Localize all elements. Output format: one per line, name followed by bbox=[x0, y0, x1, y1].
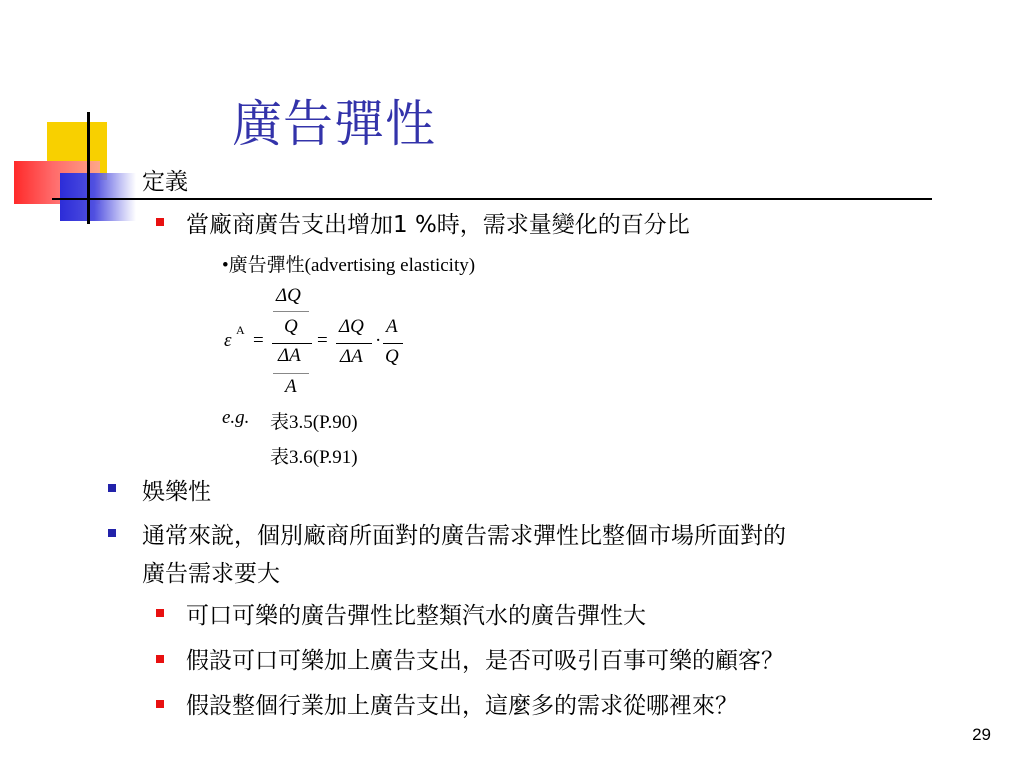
slide-title: 廣告彈性 bbox=[232, 95, 436, 153]
formula-bar-right-2 bbox=[383, 343, 403, 344]
bullet-red bbox=[156, 609, 164, 617]
bullet-red bbox=[156, 700, 164, 708]
bullet-blue bbox=[108, 529, 116, 537]
formula-small-bar-bottom bbox=[273, 373, 309, 374]
formula-dQ-top: ΔQ bbox=[276, 285, 301, 306]
formula-dA-bottom: ΔA bbox=[278, 345, 301, 366]
example-2: 表3.6(P.91) bbox=[270, 447, 358, 468]
sub-bullet-1: 可口可樂的廣告彈性比整類汽水的廣告彈性大 bbox=[186, 603, 646, 629]
definition-heading: 定義 bbox=[142, 169, 188, 195]
sub-bullet-2: 假設可口可樂加上廣告支出，是否可吸引百事可樂的顧客？ bbox=[186, 648, 784, 674]
formula-epsilon: ε bbox=[224, 330, 232, 351]
definition-item: 當廠商廣告支出增加1 %時，需求量變化的百分比 bbox=[186, 212, 690, 238]
formula-dQ-right: ΔQ bbox=[339, 316, 364, 337]
formula-bar-right-1 bbox=[336, 343, 372, 344]
formula-small-bar-top bbox=[273, 311, 309, 312]
formula-main-bar bbox=[272, 343, 312, 344]
formula-dot: · bbox=[375, 330, 382, 351]
decorative-vertical-line bbox=[87, 112, 90, 224]
page-number: 29 bbox=[972, 725, 991, 744]
sub-bullet-3: 假設整個行業加上廣告支出，這麼多的需求從哪裡來？ bbox=[186, 693, 738, 719]
formula-A-right: A bbox=[386, 316, 398, 337]
title-underline bbox=[52, 198, 932, 200]
example-1: 表3.5(P.90) bbox=[270, 412, 358, 433]
example-prefix: e.g. bbox=[222, 407, 250, 428]
formula-Q-top: Q bbox=[284, 316, 298, 337]
formula-equals-1: = bbox=[253, 330, 264, 351]
bullet-entertainment: 娛樂性 bbox=[142, 479, 211, 505]
bullet-general-line2: 廣告需求要大 bbox=[142, 561, 280, 587]
formula-equals-2: = bbox=[317, 330, 328, 351]
bullet-red bbox=[156, 218, 164, 226]
formula-dA-right: ΔA bbox=[340, 346, 363, 367]
bullet-general-line1: 通常來說，個別廠商所面對的廣告需求彈性比整個市場所面對的 bbox=[142, 523, 786, 549]
bullet-blue bbox=[108, 484, 116, 492]
elasticity-label: •廣告彈性(advertising elasticity) bbox=[222, 255, 476, 276]
formula-superscript: A bbox=[236, 323, 245, 337]
bullet-red bbox=[156, 655, 164, 663]
decorative-blue-bar bbox=[60, 173, 136, 221]
formula-A-bottom: A bbox=[285, 376, 297, 397]
formula-Q-right: Q bbox=[385, 346, 399, 367]
